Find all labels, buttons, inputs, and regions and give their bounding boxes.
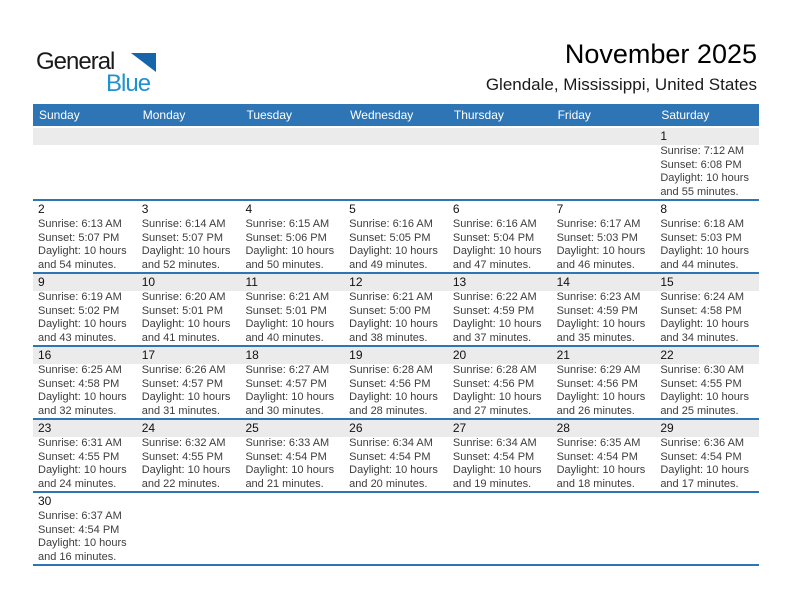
day-detail-line: Sunset: 5:05 PM (349, 231, 431, 244)
day-detail-line: Daylight: 10 hours (245, 318, 335, 330)
day-number (240, 493, 344, 510)
day-cell-6 (448, 201, 552, 272)
day-detail-line: Daylight: 10 hours (556, 464, 646, 476)
weekday-header-monday: Monday (142, 108, 186, 122)
day-detail-line: Sunrise: 6:13 AM (38, 218, 122, 230)
day-number (552, 493, 656, 510)
day-detail-line: Daylight: 10 hours (660, 172, 749, 184)
day-detail-line: and 30 minutes. (245, 404, 324, 417)
day-detail-line: Sunset: 4:58 PM (38, 377, 120, 390)
day-detail-line: Sunset: 4:54 PM (38, 523, 120, 536)
day-cell-21 (552, 347, 656, 418)
day-detail-line: and 22 minutes. (141, 477, 220, 490)
day-detail-line: Sunrise: 6:33 AM (245, 437, 330, 449)
day-cell-30 (33, 493, 137, 564)
day-number (137, 493, 241, 510)
day-cell-18 (240, 347, 344, 418)
day-number: 3 (141, 202, 149, 216)
day-cell-16 (33, 347, 137, 418)
day-detail-line: Sunrise: 6:16 AM (452, 218, 537, 230)
day-cell-29 (655, 420, 759, 491)
day-cell-22 (655, 347, 759, 418)
day-detail-line: and 27 minutes. (452, 404, 532, 417)
day-detail-line: Daylight: 10 hours (38, 537, 127, 549)
day-detail-line: Sunrise: 6:21 AM (349, 291, 433, 303)
day-detail-line: and 37 minutes. (452, 331, 532, 344)
day-number: 17 (137, 347, 241, 364)
day-detail-line: and 24 minutes. (38, 477, 117, 490)
day-detail-line: and 32 minutes. (38, 404, 117, 417)
day-number (655, 493, 759, 510)
day-cell-1 (655, 128, 759, 199)
day-detail-line: Daylight: 10 hours (349, 245, 438, 257)
day-detail-line: Sunset: 4:54 PM (660, 450, 742, 463)
day-detail-line: Sunset: 4:54 PM (556, 450, 638, 463)
day-detail-line: Sunrise: 6:28 AM (452, 364, 537, 376)
day-number (552, 128, 656, 145)
day-detail-line: Sunset: 5:01 PM (245, 304, 327, 317)
day-cell-empty (240, 493, 344, 564)
day-detail-line: Sunrise: 6:30 AM (660, 364, 745, 376)
day-number: 18 (240, 347, 344, 364)
day-detail-line: Daylight: 10 hours (452, 391, 542, 403)
day-detail-line: and 47 minutes. (452, 258, 532, 271)
day-detail-line: Daylight: 10 hours (349, 391, 438, 403)
day-detail-line: Daylight: 10 hours (452, 318, 542, 330)
day-cell-27 (448, 420, 552, 491)
day-number: 28 (552, 420, 656, 437)
day-detail-line: Daylight: 10 hours (245, 391, 335, 403)
day-number: 21 (552, 347, 656, 364)
day-detail-line: and 54 minutes. (38, 258, 117, 271)
day-detail-line: and 35 minutes. (556, 331, 635, 344)
day-detail-line: and 46 minutes. (556, 258, 635, 271)
day-detail-line: Sunset: 4:54 PM (452, 450, 535, 463)
day-cell-14 (552, 274, 656, 345)
weekday-header-friday: Friday (557, 108, 591, 122)
day-detail-line: and 49 minutes. (349, 258, 428, 271)
day-detail-line: Sunset: 6:08 PM (660, 158, 742, 171)
day-cell-empty (552, 493, 656, 564)
logo-text-general: General (36, 48, 115, 75)
day-detail-line: Daylight: 10 hours (141, 464, 231, 476)
day-cell-7 (552, 201, 656, 272)
weeks-container (33, 128, 759, 566)
day-detail-line: Daylight: 10 hours (556, 391, 646, 403)
day-number: 13 (448, 274, 552, 291)
day-cell-23 (33, 420, 137, 491)
day-detail-line: Daylight: 10 hours (660, 318, 749, 330)
general-blue-logo (36, 48, 176, 100)
day-number: 25 (240, 420, 344, 437)
day-cell-28 (552, 420, 656, 491)
day-detail-line: Sunrise: 6:36 AM (660, 437, 745, 449)
day-detail-line: Sunset: 5:03 PM (556, 231, 638, 244)
day-cell-10 (137, 274, 241, 345)
calendar-table (33, 104, 759, 566)
day-detail-line: Daylight: 10 hours (141, 245, 231, 257)
day-detail-line: and 18 minutes. (556, 477, 635, 490)
day-detail-line: and 43 minutes. (38, 331, 117, 344)
page-title: November 2025 (564, 39, 757, 69)
day-cell-empty (137, 493, 241, 564)
day-detail-line: Sunrise: 6:15 AM (245, 218, 330, 230)
day-number (448, 493, 552, 510)
day-cell-empty (137, 128, 241, 199)
day-detail-line: and 19 minutes. (452, 477, 532, 490)
weekday-header-sunday: Sunday (39, 108, 80, 122)
day-detail-line: Sunrise: 6:19 AM (38, 291, 122, 303)
day-detail-line: Sunset: 4:56 PM (556, 377, 638, 390)
day-number: 16 (33, 347, 137, 364)
day-detail-line: Daylight: 10 hours (556, 318, 646, 330)
day-detail-line: Daylight: 10 hours (349, 464, 438, 476)
day-detail-line: Sunset: 4:54 PM (245, 450, 327, 463)
weekday-header-saturday: Saturday (661, 108, 710, 122)
day-cell-24 (137, 420, 241, 491)
day-cell-empty (344, 493, 448, 564)
day-number: 24 (137, 420, 241, 437)
day-number: 14 (552, 274, 656, 291)
day-detail-line: Daylight: 10 hours (349, 318, 438, 330)
day-detail-line: Sunset: 5:01 PM (141, 304, 224, 317)
day-detail-line: and 38 minutes. (349, 331, 428, 344)
week-row-2 (33, 199, 759, 272)
weekday-header-wednesday: Wednesday (350, 108, 414, 122)
day-number (344, 128, 448, 145)
day-cell-13 (448, 274, 552, 345)
day-detail-line: Sunset: 5:07 PM (141, 231, 224, 244)
weekday-header-tuesday: Tuesday (246, 108, 293, 122)
day-number (344, 493, 448, 510)
day-detail-line: Daylight: 10 hours (38, 464, 127, 476)
day-detail-line: and 44 minutes. (660, 258, 739, 271)
day-detail-line: Sunrise: 7:12 AM (660, 145, 745, 157)
logo-text-blue: Blue (106, 70, 151, 97)
day-detail-line: Daylight: 10 hours (38, 391, 127, 403)
day-number: 8 (660, 202, 667, 216)
day-number: 5 (349, 202, 356, 216)
day-detail-line: Sunrise: 6:32 AM (141, 437, 226, 449)
day-number: 30 (38, 494, 52, 508)
day-detail-line: and 52 minutes. (141, 258, 220, 271)
day-detail-line: Sunset: 4:59 PM (556, 304, 638, 317)
day-detail-line: Daylight: 10 hours (141, 391, 231, 403)
day-detail-line: Sunset: 5:07 PM (38, 231, 120, 244)
day-number: 1 (655, 128, 759, 145)
day-detail-line: Daylight: 10 hours (660, 391, 749, 403)
day-detail-line: Daylight: 10 hours (452, 464, 542, 476)
day-detail-line: Sunrise: 6:23 AM (556, 291, 641, 303)
week-row-6 (33, 491, 759, 566)
day-detail-line: Sunset: 5:02 PM (38, 304, 120, 317)
day-detail-line: and 40 minutes. (245, 331, 324, 344)
week-row-3 (33, 272, 759, 345)
day-detail-line: Sunset: 4:56 PM (452, 377, 535, 390)
day-cell-empty (448, 493, 552, 564)
day-number: 6 (452, 202, 460, 216)
day-cell-2 (33, 201, 137, 272)
day-detail-line: Sunrise: 6:16 AM (349, 218, 433, 230)
day-detail-line: and 55 minutes. (660, 185, 739, 198)
day-number: 19 (344, 347, 448, 364)
day-detail-line: and 34 minutes. (660, 331, 739, 344)
day-detail-line: and 50 minutes. (245, 258, 324, 271)
day-cell-9 (33, 274, 137, 345)
day-detail-line: Sunset: 5:00 PM (349, 304, 431, 317)
day-detail-line: Sunrise: 6:31 AM (38, 437, 122, 449)
day-detail-line: Sunrise: 6:34 AM (452, 437, 537, 449)
day-detail-line: Sunrise: 6:28 AM (349, 364, 433, 376)
day-number: 23 (33, 420, 137, 437)
day-cell-12 (344, 274, 448, 345)
title-block (486, 38, 757, 98)
day-cell-3 (137, 201, 241, 272)
day-detail-line: and 21 minutes. (245, 477, 324, 490)
day-cell-empty (552, 128, 656, 199)
day-detail-line: and 16 minutes. (38, 550, 117, 563)
day-detail-line: Sunrise: 6:34 AM (349, 437, 433, 449)
day-number: 7 (556, 202, 564, 216)
day-number: 10 (137, 274, 241, 291)
day-number: 29 (655, 420, 759, 437)
day-detail-line: and 26 minutes. (556, 404, 635, 417)
day-cell-17 (137, 347, 241, 418)
day-number: 12 (344, 274, 448, 291)
day-detail-line: Sunrise: 6:26 AM (141, 364, 226, 376)
day-detail-line: Daylight: 10 hours (660, 464, 749, 476)
day-cell-empty (448, 128, 552, 199)
day-detail-line: Sunset: 5:04 PM (452, 231, 535, 244)
day-number (33, 128, 137, 145)
weekday-header-thursday: Thursday (453, 108, 504, 122)
day-detail-line: and 28 minutes. (349, 404, 428, 417)
week-row-4 (33, 345, 759, 418)
day-cell-empty (33, 128, 137, 199)
day-cell-empty (344, 128, 448, 199)
day-detail-line: Daylight: 10 hours (452, 245, 542, 257)
day-cell-19 (344, 347, 448, 418)
day-detail-line: Sunrise: 6:14 AM (141, 218, 226, 230)
day-detail-line: Sunrise: 6:35 AM (556, 437, 641, 449)
day-detail-line: Sunset: 4:58 PM (660, 304, 742, 317)
day-cell-5 (344, 201, 448, 272)
day-detail-line: Sunrise: 6:25 AM (38, 364, 122, 376)
day-detail-line: Sunset: 4:56 PM (349, 377, 431, 390)
day-detail-line: Sunset: 4:55 PM (141, 450, 224, 463)
day-cell-8 (655, 201, 759, 272)
day-detail-line: Daylight: 10 hours (38, 245, 127, 257)
day-cell-20 (448, 347, 552, 418)
day-detail-line: Sunrise: 6:20 AM (141, 291, 226, 303)
day-detail-line: Sunrise: 6:37 AM (38, 510, 122, 522)
day-detail-line: and 31 minutes. (141, 404, 220, 417)
day-detail-line: Sunrise: 6:29 AM (556, 364, 641, 376)
day-detail-line: Sunset: 5:06 PM (245, 231, 327, 244)
day-cell-26 (344, 420, 448, 491)
day-number (448, 128, 552, 145)
day-detail-line: Sunset: 5:03 PM (660, 231, 742, 244)
day-detail-line: Sunset: 4:59 PM (452, 304, 535, 317)
day-detail-line: and 25 minutes. (660, 404, 739, 417)
day-detail-line: Sunrise: 6:21 AM (245, 291, 330, 303)
day-detail-line: Sunset: 4:57 PM (141, 377, 224, 390)
day-detail-line: Sunrise: 6:22 AM (452, 291, 537, 303)
day-cell-11 (240, 274, 344, 345)
day-detail-line: Daylight: 10 hours (245, 245, 335, 257)
week-row-1 (33, 128, 759, 199)
day-number (137, 128, 241, 145)
day-cell-15 (655, 274, 759, 345)
day-number: 4 (245, 202, 253, 216)
day-number: 9 (33, 274, 137, 291)
page-subtitle: Glendale, Mississippi, United States (485, 75, 757, 94)
day-detail-line: Sunrise: 6:18 AM (660, 218, 745, 230)
day-cell-empty (240, 128, 344, 199)
day-cell-25 (240, 420, 344, 491)
day-number: 22 (655, 347, 759, 364)
day-detail-line: Sunset: 4:57 PM (245, 377, 327, 390)
day-detail-line: and 41 minutes. (141, 331, 220, 344)
day-detail-line: and 17 minutes. (660, 477, 739, 490)
day-detail-line: Sunset: 4:54 PM (349, 450, 431, 463)
day-number (240, 128, 344, 145)
day-detail-line: Sunset: 4:55 PM (660, 377, 742, 390)
day-detail-line: Daylight: 10 hours (141, 318, 231, 330)
day-detail-line: Sunrise: 6:17 AM (556, 218, 641, 230)
day-detail-line: Daylight: 10 hours (245, 464, 335, 476)
day-detail-line: Sunrise: 6:27 AM (245, 364, 330, 376)
day-number: 27 (448, 420, 552, 437)
day-detail-line: Daylight: 10 hours (660, 245, 749, 257)
day-number: 20 (448, 347, 552, 364)
day-cell-4 (240, 201, 344, 272)
day-detail-line: Sunrise: 6:24 AM (660, 291, 745, 303)
weekday-header-row (33, 104, 759, 126)
day-number: 11 (240, 274, 344, 291)
day-number: 26 (344, 420, 448, 437)
day-cell-empty (655, 493, 759, 564)
week-row-5 (33, 418, 759, 491)
day-detail-line: Sunset: 4:55 PM (38, 450, 120, 463)
day-detail-line: Daylight: 10 hours (556, 245, 646, 257)
day-number: 2 (38, 202, 45, 216)
day-detail-line: Daylight: 10 hours (38, 318, 127, 330)
day-detail-line: and 20 minutes. (349, 477, 428, 490)
day-number: 15 (655, 274, 759, 291)
